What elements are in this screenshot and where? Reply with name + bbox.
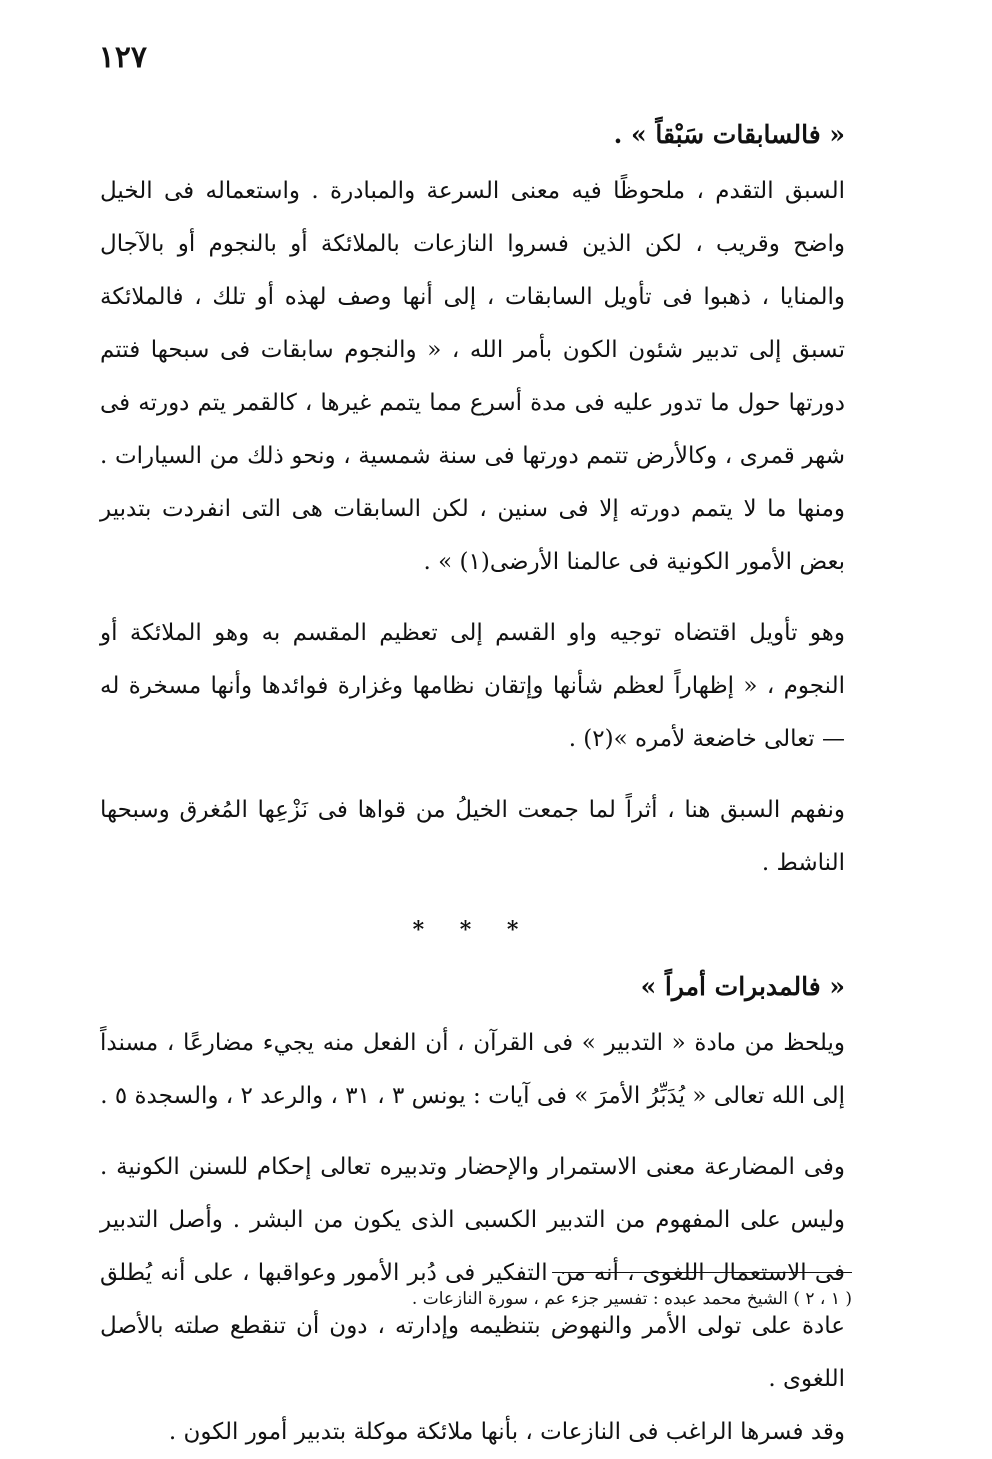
paragraph-horses: ونفهم السبق هنا ، أثراً لما جمعت الخيلُ من قواها فى نَزْعِها المُغرق وسبحها الناشط . [100,797,845,876]
section-heading-sabiqat: « فالسابقات سَبْقاً » . [613,120,845,149]
page-number: ١٢٧ [98,40,147,75]
paragraph-raghib: وقد فسرها الراغب فى النازعات ، بأنها ملائكة موكلة بتدبير أمور الكون . [168,1419,845,1445]
body-text [100,108,845,1459]
paragraph-tadbir-quran: ويلحظ من مادة « التدبير » فى القرآن ، أن الفعل منه يجيء مضارعًا ، مسنداً إلى الله تعالى « يُدَبِّرُ الأمرَ » فى آيات : يونس ٣ ، ٣١ ، والرعد ٢ ، والسجدة ٥ . [100,1030,845,1109]
section-heading-mudabbirat: « فالمدبرات أمراً » [640,972,845,1001]
paragraph-sabq-meaning: السبق التقدم ، ملحوظًا فيه معنى السرعة والمبادرة . واستعماله فى الخيل واضح وقريب ، لكن الذين فسروا النازعات بالملائكة أو بالنجوم أو بالآجال والمنايا ، ذهبوا فى تأويل السابقات ، إلى أنها وصف لهذه أو تلك ، فالملائكة تسبق إلى تدبير شئون الكون بأمر الله ، « والنجوم سابقات فى سبحها فتتم دورتها حول ما تدور عليه فى مدة أسرع مما يتمم غيرها ، كالقمر يتم دورته فى شهر قمرى ، وكالأرض تتمم دورتها فى سنة شمسية ، ونحو ذلك من السيارات . ومنها ما لا يتمم دورته إلا فى سنين ، لكن السابقات هى التى انفردت بتدبير بعض الأمور الكونية فى عالمنا الأرضى(١) » . [100,178,845,575]
footnote-separator [552,1272,852,1273]
paragraph-mudaraah: وفى المضارعة معنى الاستمرار والإحضار وتدبيره تعالى إحكام للسنن الكونية . وليس على المفهوم من التدبير الكسبى الذى يكون من البشر . وأصل التدبير فى الاستعمال اللغوى ، أنه من التفكير فى دُبر الأمور وعواقبها ، على أنه يُطلق عادة على تولى الأمر والنهوض بتنظيمه وإدارته ، دون أن تنقطع صلته بالأصل اللغوى . [100,1154,845,1392]
section-divider: * * * [412,917,533,943]
paragraph-tawil: وهو تأويل اقتضاه توجيه واو القسم إلى تعظيم المقسم به وهو الملائكة أو النجوم ، « إظهاراً لعظم شأنها وإتقان نظامها وغزارة فوائدها وأنها مسخرة له — تعالى خاضعة لأمره »(٢) . [100,620,845,752]
footnote: ( ١ ، ٢ ) الشيخ محمد عبده : تفسير جزء عم ، سورة النازعات . [411,1289,852,1309]
